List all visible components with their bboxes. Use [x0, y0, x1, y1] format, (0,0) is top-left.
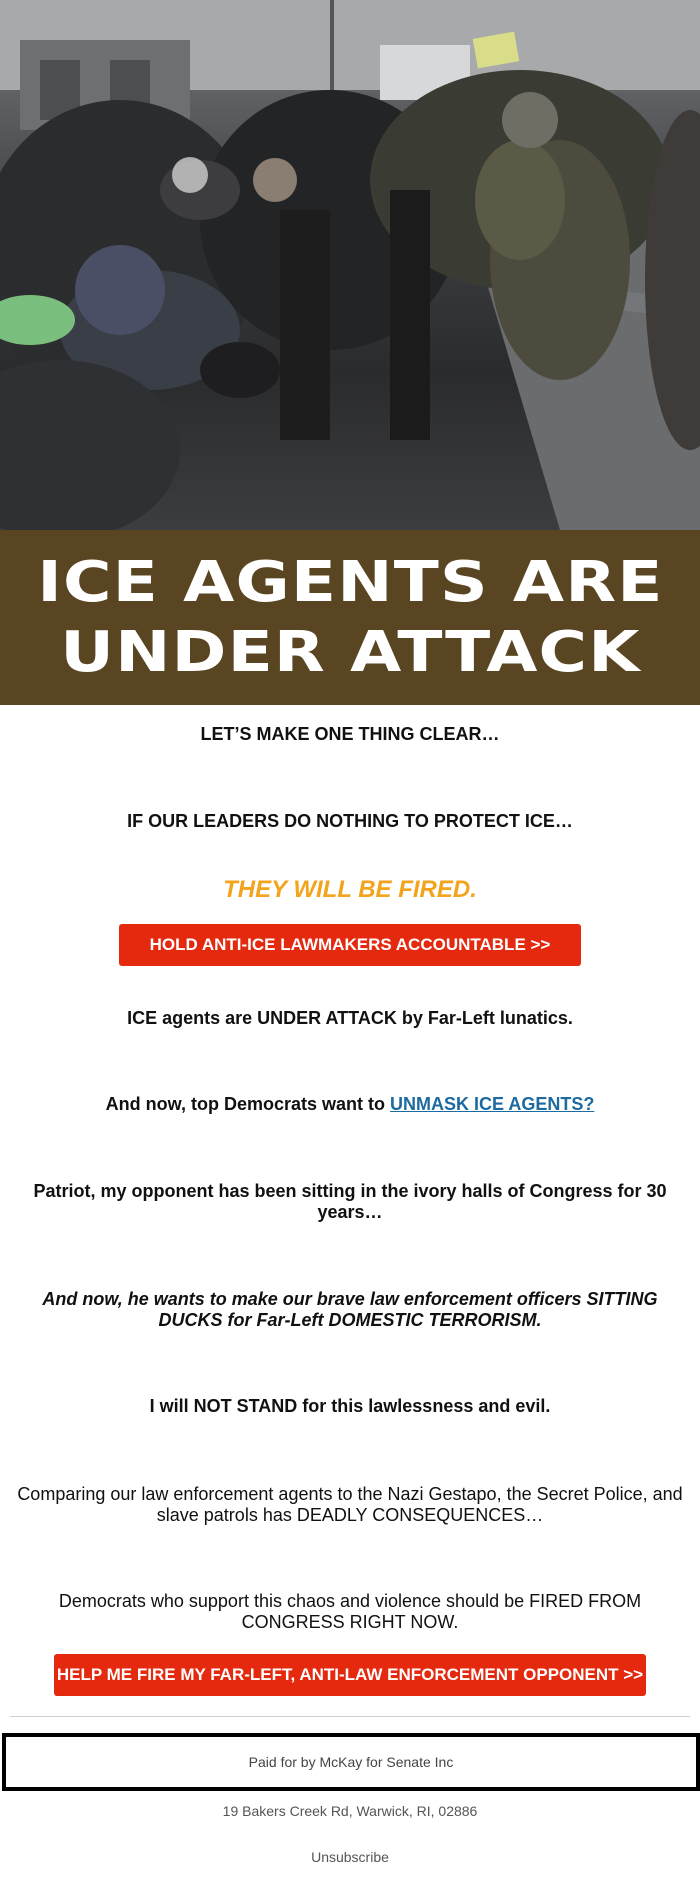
headline-line-2: UNDER ATTACK — [59, 619, 641, 685]
fired-text: THEY WILL BE FIRED. — [223, 876, 477, 903]
address-text: 19 Bakers Creek Rd, Warwick, RI, 02886 — [222, 1803, 478, 1819]
gestapo-text: Comparing our law enforcement agents to the Nazi Gestapo, the Secret Police, and slave patrols has DEADLY CONSEQUENCES… — [17, 1484, 683, 1525]
paid-for-box — [2, 1733, 700, 1791]
opponent-text: Patriot, my opponent has been sitting in the ivory halls of Congress for 30 years… — [33, 1181, 667, 1222]
democrats-text: Democrats who support this chaos and violence should be FIRED FROM CONGRESS RIGHT NOW. — [58, 1591, 642, 1632]
unmask-prefix: And now, top Democrats want to — [105, 1094, 390, 1114]
headline-banner — [0, 530, 700, 705]
unsubscribe-link[interactable]: Unsubscribe — [311, 1849, 389, 1865]
unmask-text — [0, 1094, 700, 1115]
fire-opponent-button[interactable]: HELP ME FIRE MY FAR-LEFT, ANTI-LAW ENFORCEMENT OPPONENT >> — [54, 1654, 646, 1696]
leaders-text: IF OUR LEADERS DO NOTHING TO PROTECT ICE… — [127, 811, 573, 831]
not-stand-text: I will NOT STAND for this lawlessness and evil. — [149, 1396, 551, 1416]
hold-lawmakers-accountable-button[interactable]: HOLD ANTI-ICE LAWMAKERS ACCOUNTABLE >> — [119, 924, 581, 966]
unmask-ice-agents-link[interactable]: UNMASK ICE AGENTS? — [390, 1094, 595, 1114]
divider — [10, 1716, 690, 1717]
sitting-ducks-text: And now, he wants to make our brave law enforcement officers SITTING DUCKS for Far-Left DOMESTIC TERRORISM. — [42, 1289, 658, 1330]
headline-line-1: ICE AGENTS ARE — [36, 549, 664, 615]
hero-image — [0, 0, 700, 530]
headline — [37, 548, 663, 688]
under-attack-text: ICE agents are UNDER ATTACK by Far-Left lunatics. — [127, 1008, 573, 1028]
paid-for-text: Paid for by McKay for Senate Inc — [248, 1754, 454, 1770]
intro-text: LET’S MAKE ONE THING CLEAR… — [200, 724, 500, 744]
protest-photo-icon — [0, 0, 700, 530]
